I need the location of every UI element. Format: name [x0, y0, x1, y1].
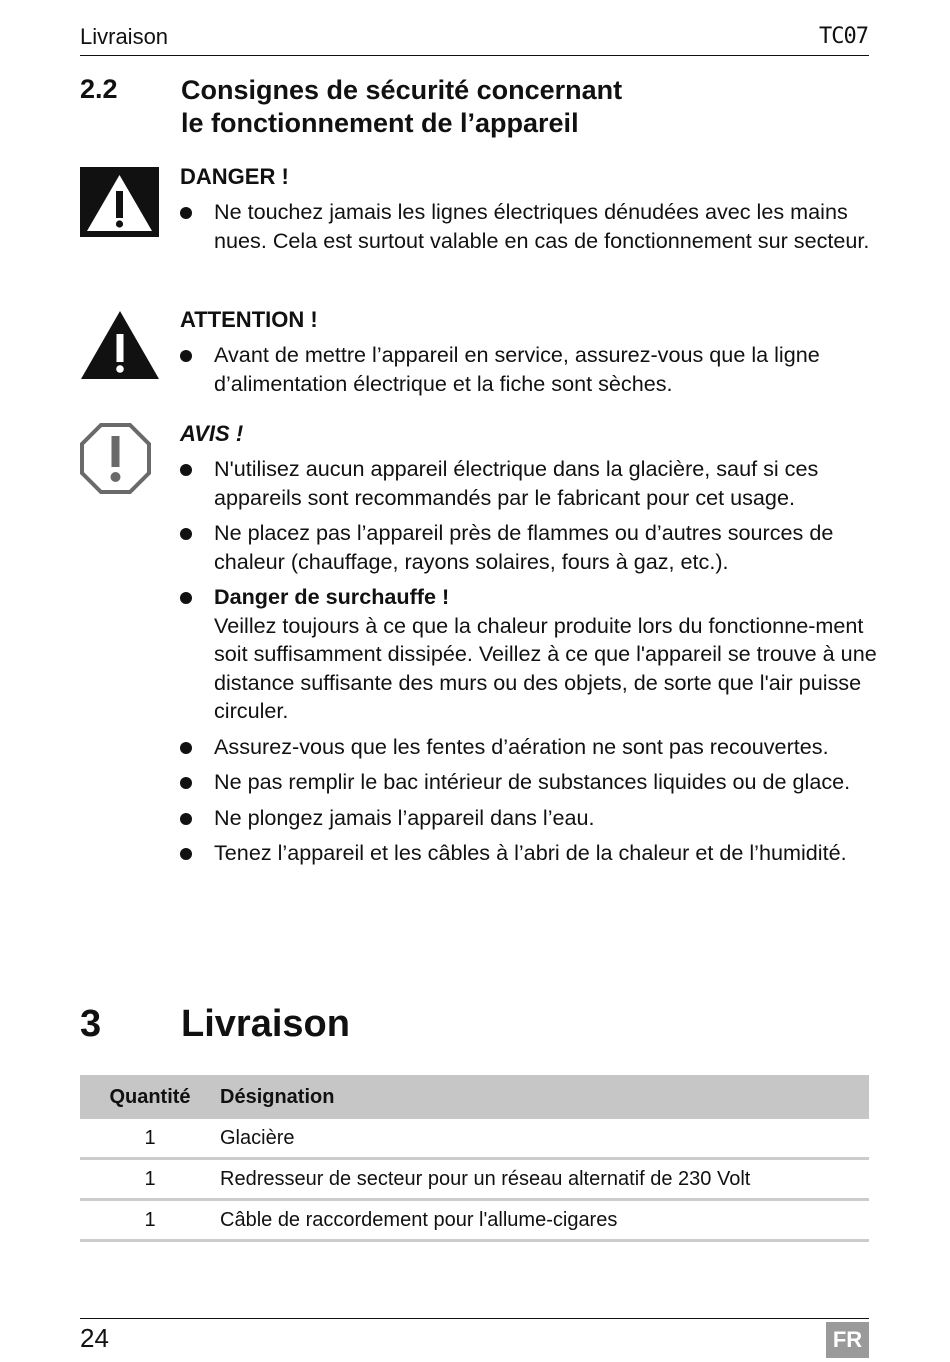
cell-designation: Redresseur de secteur pour un réseau alternatif de 230 Volt [220, 1159, 869, 1200]
page-number: 24 [80, 1323, 109, 1353]
list-item: Ne pas remplir le bac intérieur de substances liquides ou de glace. [180, 768, 880, 797]
overheating-warning-title: Danger de surchauffe ! [214, 584, 450, 609]
section-title-line-2: le fonctionnement de l’appareil [181, 108, 579, 138]
cell-quantity: 1 [80, 1159, 220, 1200]
section-title [181, 74, 821, 140]
cell-quantity: 1 [80, 1200, 220, 1241]
bullet-icon [180, 813, 192, 825]
list-item: Ne touchez jamais les lignes électriques dénudées avec les mains nues. Cela est surtout valable en cas de fonctionnement sur secteur. [180, 198, 880, 255]
danger-label: DANGER ! [180, 164, 289, 189]
list-item: Avant de mettre l’appareil en service, assurez-vous que la ligne d’alimentation électrique et la fiche sont sèches. [180, 341, 880, 398]
column-header-quantity: Quantité [80, 1075, 220, 1119]
column-header-designation: Désignation [220, 1075, 869, 1119]
footer-divider [80, 1318, 869, 1319]
table-row [80, 1200, 869, 1241]
table-row [80, 1159, 869, 1200]
bullet-icon [180, 464, 192, 476]
notice-list [180, 455, 880, 875]
language-badge: FR [826, 1322, 869, 1358]
table-header-row [80, 1075, 869, 1119]
table-row [80, 1119, 869, 1159]
warning-triangle-icon [80, 310, 160, 385]
chapter-title: Livraison [181, 1003, 350, 1045]
danger-warning-square-icon [80, 167, 159, 242]
bullet-icon [180, 742, 192, 754]
bullet-icon [180, 848, 192, 860]
list-item: N'utilisez aucun appareil électrique dans la glacière, sauf si ces appareils sont recommandés par le fabricant pour cet usage. [180, 455, 880, 512]
header-divider [80, 55, 869, 56]
list-item: Tenez l’appareil et les câbles à l’abri de la chaleur et de l’humidité. [180, 839, 880, 868]
notice-octagon-icon [80, 423, 151, 499]
delivery-table [80, 1075, 869, 1242]
running-header-model: TC07 [819, 24, 868, 49]
section-number: 2.2 [80, 74, 118, 104]
bullet-icon [180, 207, 192, 219]
cell-designation: Câble de raccordement pour l'allume-cigares [220, 1200, 869, 1241]
list-item: Ne plongez jamais l’appareil dans l’eau. [180, 804, 880, 833]
notice-label: AVIS ! [180, 421, 244, 446]
bullet-icon [180, 777, 192, 789]
chapter-number: 3 [80, 1003, 102, 1045]
danger-list [180, 198, 880, 262]
cell-quantity: 1 [80, 1119, 220, 1159]
attention-list [180, 341, 880, 405]
list-item: Assurez-vous que les fentes d’aération ne sont pas recouvertes. [180, 733, 880, 762]
section-title-line-1: Consignes de sécurité concernant [181, 75, 623, 105]
list-item: Ne placez pas l’appareil près de flammes ou d’autres sources de chaleur (chauffage, rayons solaires, fours à gaz, etc.). [180, 519, 880, 576]
cell-designation: Glacière [220, 1119, 869, 1159]
running-header-title: Livraison [80, 24, 169, 49]
list-item: Danger de surchauffe ! Veillez toujours à ce que la chaleur produite lors du fonctionne-ment soit suffisamment dissipée. Veillez à ce que l'appareil se trouve à une distance suffisante des murs ou des objets, de sorte que l'air puisse circuler. [180, 583, 880, 726]
attention-label: ATTENTION ! [180, 307, 318, 332]
bullet-icon [180, 350, 192, 362]
bullet-icon [180, 528, 192, 540]
bullet-icon [180, 592, 192, 604]
